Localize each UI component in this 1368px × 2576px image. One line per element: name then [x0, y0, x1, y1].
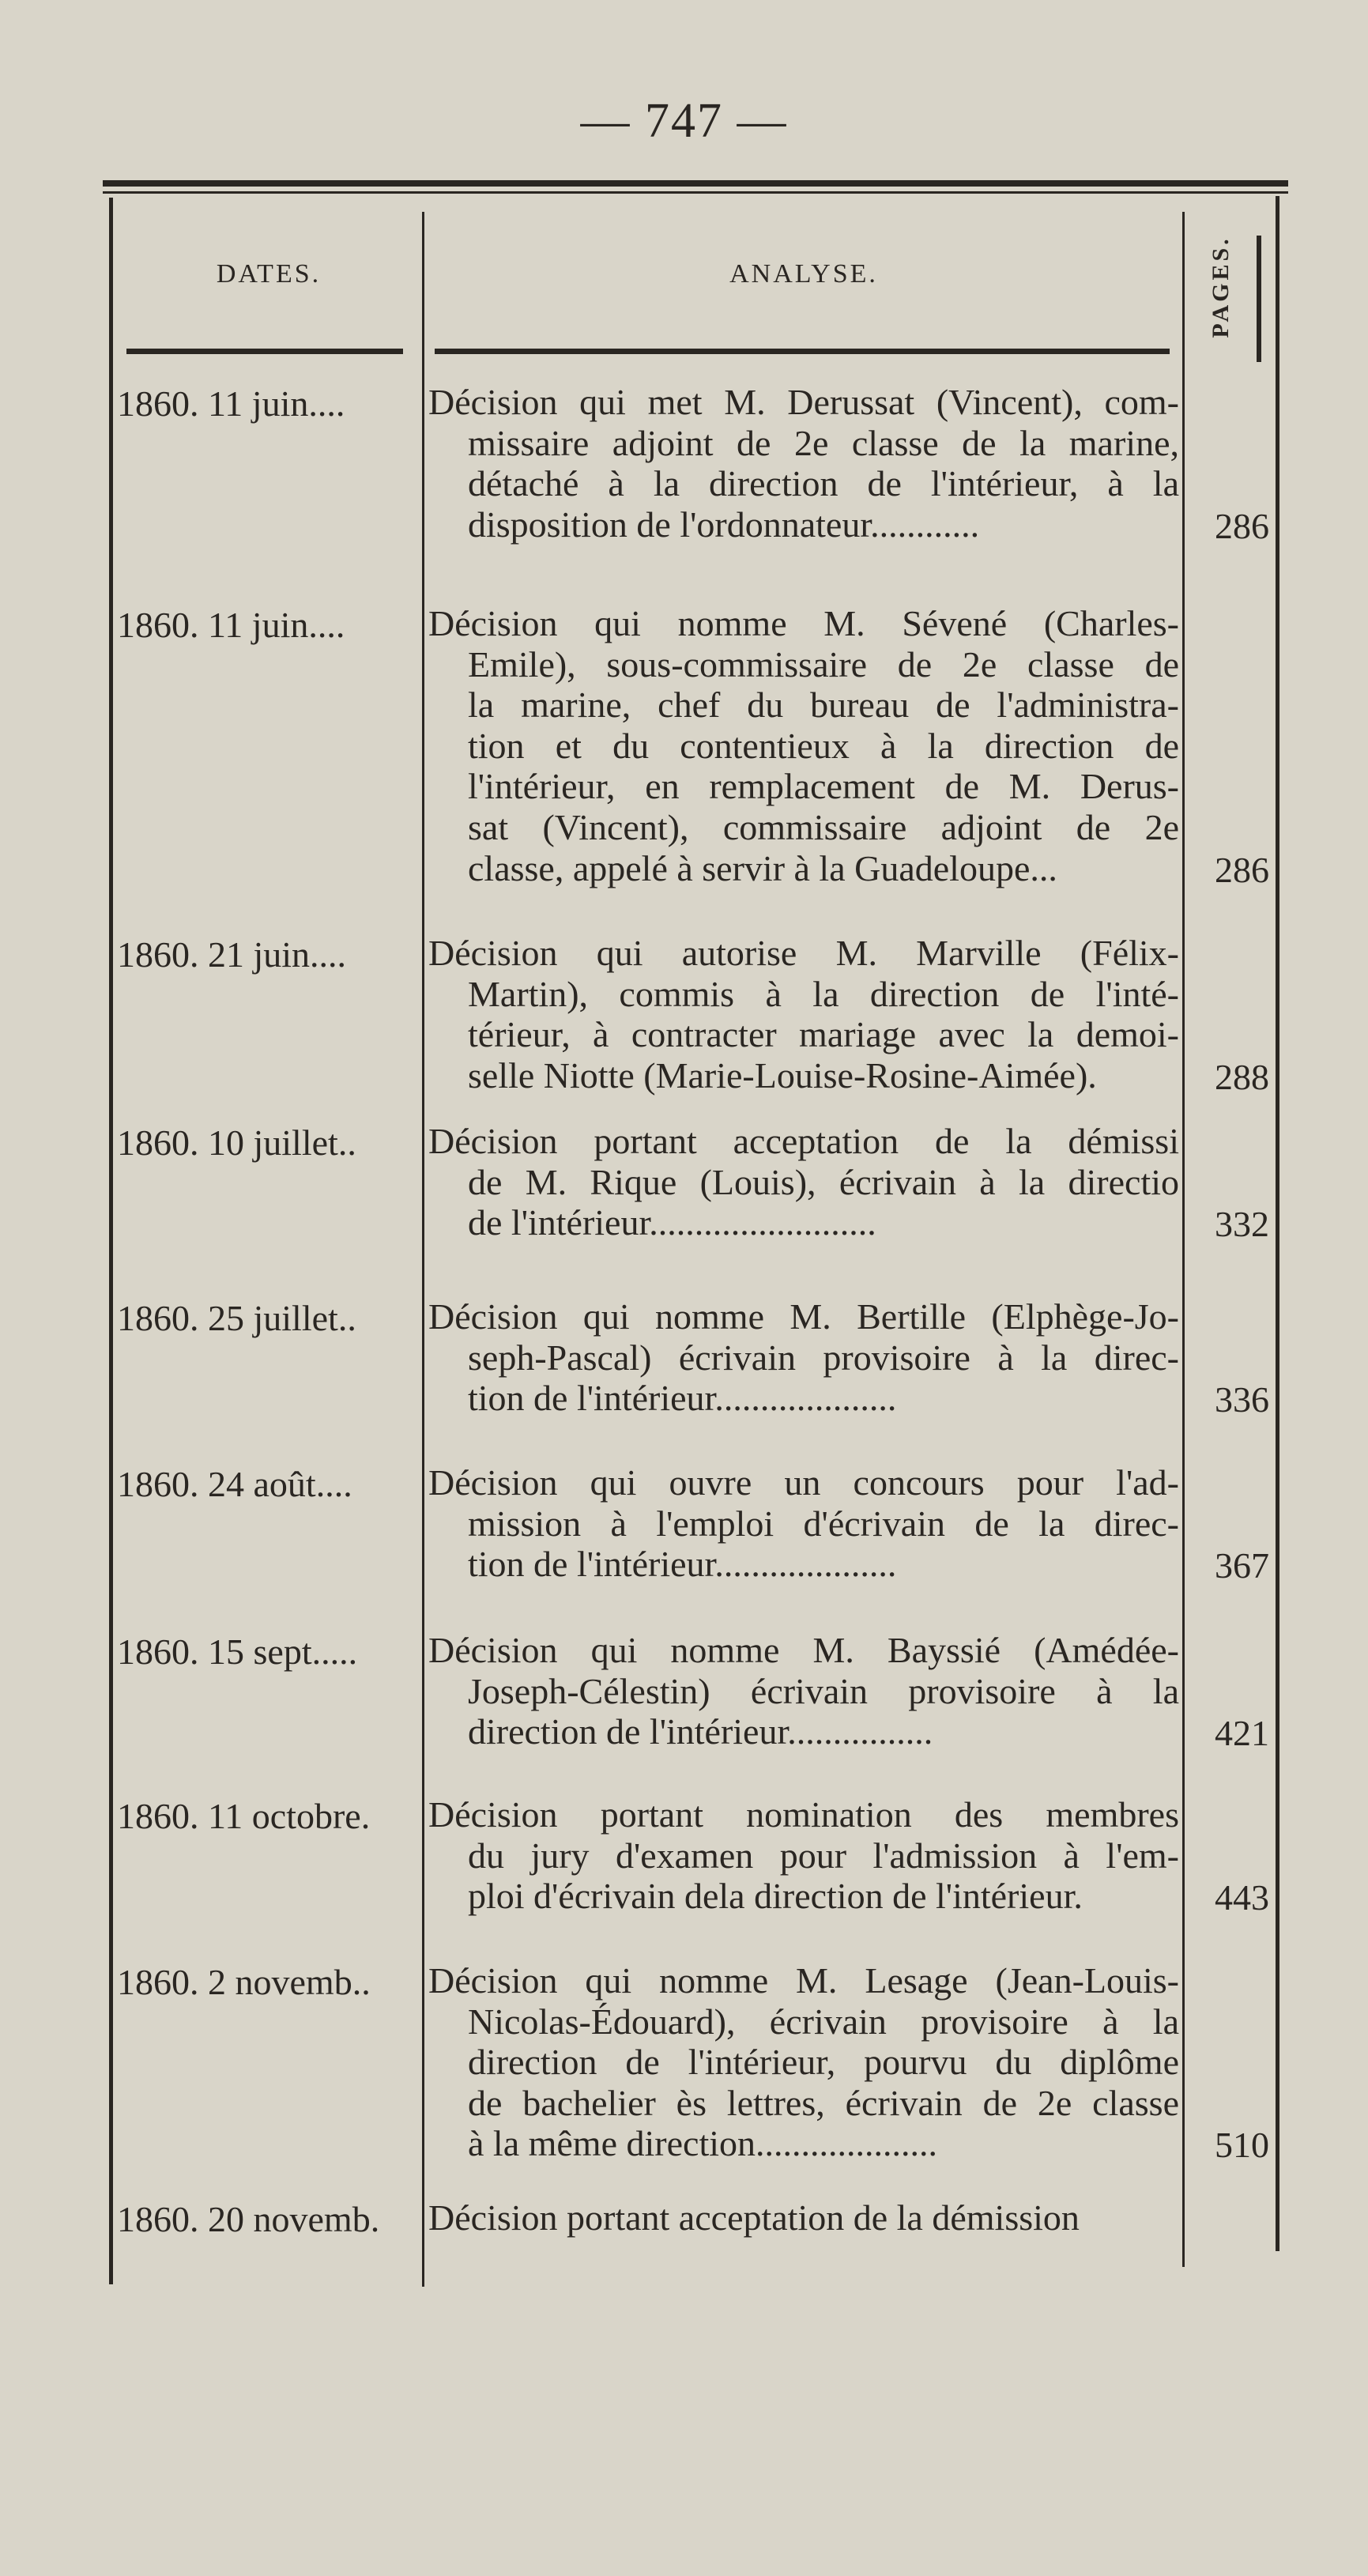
analysis-line: l'intérieur, en remplacement de M. Derus- [468, 766, 1179, 807]
entry-page-ref: 443 [1215, 1877, 1269, 1918]
analysis-line: direction de l'intérieur................ [468, 1711, 933, 1752]
pages-header [1193, 212, 1249, 362]
entry-date: 1860. 20 novemb. [117, 2199, 380, 2239]
analysis-line: Décision portant acceptation de la démissi [428, 1121, 1179, 1161]
pages-header-bar [1257, 236, 1261, 362]
analysis-line: Décision qui nomme M. Bertille (Elphège-Jo- [428, 1296, 1179, 1337]
entry-date: 1860. 11 juin.... [117, 605, 345, 645]
analysis-column-divider [1182, 212, 1185, 2267]
analysis-line: classe, appelé à servir à la Guadeloupe... [468, 847, 1057, 888]
analysis-line: Décision qui ouvre un concours pour l'ad- [428, 1462, 1179, 1503]
analysis-line: Décision qui autorise M. Marville (Félix- [428, 933, 1179, 973]
entry-date: 1860. 10 juillet.. [117, 1122, 356, 1163]
analysis-line: ploi d'écrivain dela direction de l'intérieur. [468, 1876, 1083, 1917]
entry-analysis [428, 1960, 1179, 2164]
entry-page-ref: 367 [1215, 1545, 1269, 1586]
entry-page-ref: 288 [1215, 1056, 1269, 1097]
entry-analysis [428, 1462, 1179, 1585]
analysis-line: direction de l'intérieur, pourvu du diplôme [468, 2042, 1179, 2083]
dates-header-rule [126, 349, 403, 354]
left-border [109, 198, 113, 2284]
analysis-line: Décision qui met M. Derussat (Vincent), com- [428, 382, 1179, 422]
analysis-line: la marine, chef du bureau de l'administra- [468, 685, 1179, 726]
right-border [1276, 196, 1279, 2251]
analysis-line: à la même direction.................... [468, 2123, 938, 2164]
analysis-line: Emile), sous-commissaire de 2e classe de [468, 643, 1179, 685]
top-rule-thin [103, 191, 1288, 194]
entry-page-ref: 332 [1215, 1204, 1269, 1245]
entry-analysis [428, 382, 1179, 545]
entry-analysis [428, 1630, 1179, 1752]
analysis-line: Décision qui nomme M. Bayssié (Amédée- [428, 1630, 1179, 1670]
analyse-header-rule [435, 349, 1170, 354]
analysis-line: Décision qui nomme M. Sévené (Charles- [428, 603, 1179, 643]
analysis-line: Nicolas-Édouard), écrivain provisoire à la [468, 2001, 1179, 2042]
entry-date: 1860. 21 juin.... [117, 934, 347, 975]
pages-header-label: PAGES. [1208, 236, 1234, 338]
analysis-line: tion de l'intérieur.................... [468, 1544, 897, 1585]
entry-date: 1860. 25 juillet.. [117, 1298, 356, 1338]
entry-date: 1860. 15 sept..... [117, 1631, 358, 1672]
entry-analysis [428, 1296, 1179, 1419]
entry-date: 1860. 24 août.... [117, 1464, 352, 1504]
analysis-line: sat (Vincent), commissaire adjoint de 2e [468, 806, 1179, 847]
analysis-line: Décision qui nomme M. Lesage (Jean-Louis- [428, 1960, 1179, 2001]
entry-page-ref: 510 [1215, 2125, 1269, 2166]
entry-analysis [428, 1121, 1179, 1243]
entry-analysis [428, 1794, 1179, 1917]
analysis-line: tion de l'intérieur.................... [468, 1378, 897, 1419]
entry-date: 1860. 2 novemb.. [117, 1962, 371, 2002]
analysis-line: du jury d'examen pour l'admission à l'em- [468, 1835, 1179, 1876]
entry-analysis [428, 603, 1179, 888]
entry-date: 1860. 11 octobre. [117, 1796, 371, 1836]
analysis-line: disposition de l'ordonnateur............ [468, 504, 980, 545]
analysis-line: mission à l'emploi d'écrivain de la direc- [468, 1503, 1179, 1544]
entry-page-ref: 421 [1215, 1713, 1269, 1754]
analysis-line: Joseph-Célestin) écrivain provisoire à la [468, 1670, 1179, 1711]
entry-analysis [428, 933, 1179, 1096]
analysis-line: de l'intérieur......................... [468, 1202, 876, 1243]
analysis-line: térieur, à contracter mariage avec la demoi- [468, 1014, 1179, 1055]
entry-date: 1860. 11 juin.... [117, 383, 345, 424]
analysis-line: selle Niotte (Marie-Louise-Rosine-Aimée). [468, 1054, 1097, 1096]
entry-analysis [428, 2197, 1179, 2238]
analyse-header: ANALYSE. [729, 259, 878, 289]
date-column-divider [422, 212, 424, 2287]
entry-page-ref: 336 [1215, 1379, 1269, 1420]
analysis-line: seph-Pascal) écrivain provisoire à la direc- [468, 1337, 1179, 1378]
top-rule [103, 180, 1288, 187]
page-number: — 747 — [580, 94, 788, 148]
analysis-line: Décision portant acceptation de la démission [428, 2197, 1080, 2238]
analysis-line: de bachelier ès lettres, écrivain de 2e classe [468, 2082, 1179, 2123]
dates-header: DATES. [216, 259, 322, 289]
analysis-line: Martin), commis à la direction de l'inté- [468, 973, 1179, 1014]
analysis-line: tion et du contentieux à la direction de [468, 725, 1179, 766]
analysis-line: de M. Rique (Louis), écrivain à la directio [468, 1161, 1179, 1202]
entry-page-ref: 286 [1215, 505, 1269, 546]
analysis-line: missaire adjoint de 2e classe de la marine, [468, 422, 1179, 463]
entry-page-ref: 286 [1215, 849, 1269, 890]
analysis-line: Décision portant nomination des membres [428, 1794, 1179, 1835]
analysis-line: détaché à la direction de l'intérieur, à la [468, 463, 1179, 504]
